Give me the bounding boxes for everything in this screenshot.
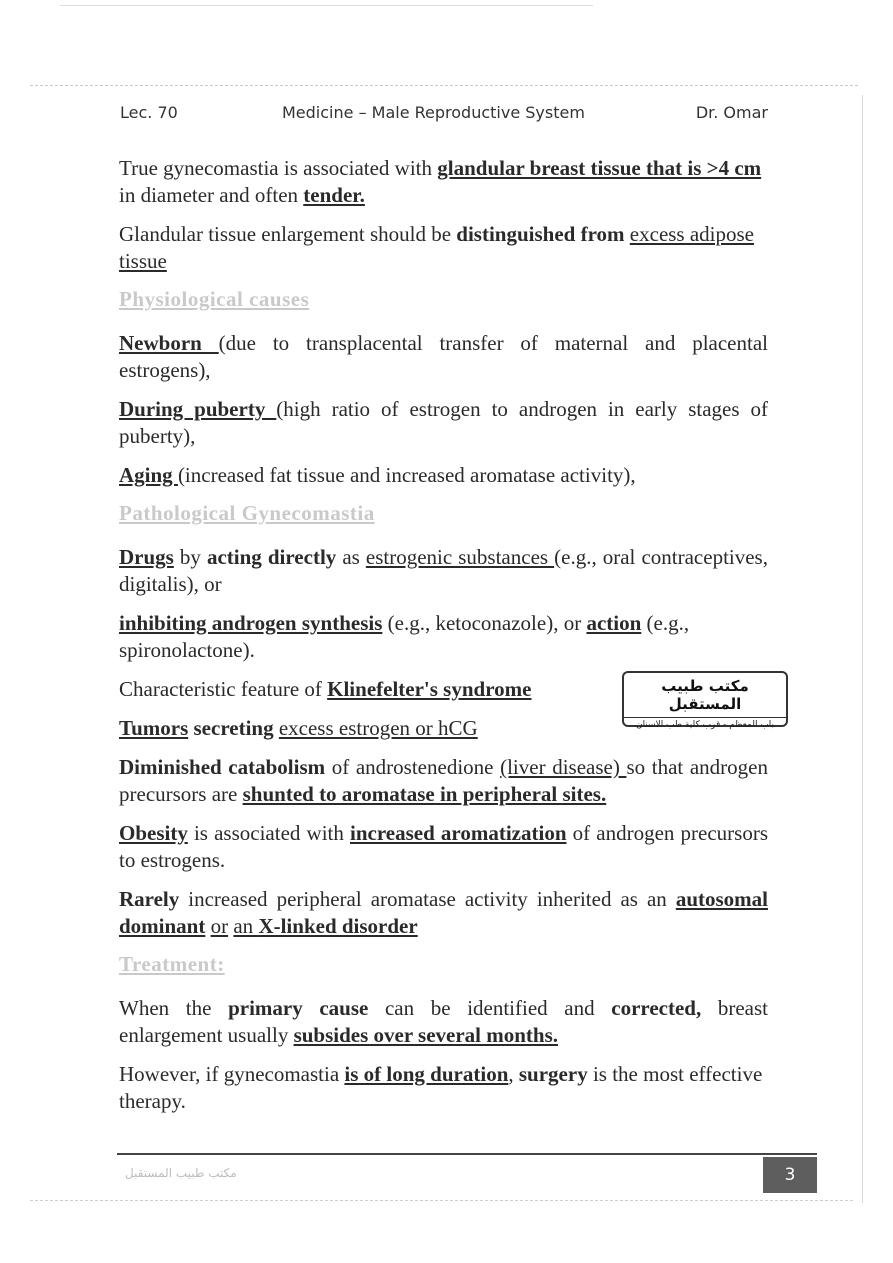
scan-artifact-line xyxy=(60,5,593,6)
footer-publisher: مكتب طبيب المستقبل xyxy=(125,1166,237,1180)
key-term: Obesity xyxy=(119,821,188,845)
page-content xyxy=(119,155,768,1127)
stamp-address: باب المعظم - قرب كلية طب الاسنان xyxy=(624,717,786,730)
key-term: action xyxy=(586,611,642,635)
underlined-term: excess adipose tissue xyxy=(119,222,755,273)
key-term: Diminished catabolism xyxy=(119,755,326,779)
key-term: tender. xyxy=(303,183,365,207)
cause-obesity: Obesity is associated with increased aromatization of androgen precursors to estrogens. xyxy=(119,821,769,872)
section-heading-pathological: Pathological Gynecomastia xyxy=(119,501,375,525)
section-heading-treatment: Treatment: xyxy=(119,952,225,976)
key-term: X-linked disorder xyxy=(258,914,418,938)
treatment-paragraph-2: However, if gynecomastia is of long duration, surgery is the most effective therapy. xyxy=(119,1062,763,1113)
key-term: subsides over several months. xyxy=(293,1023,559,1047)
course-title: Medicine – Male Reproductive System xyxy=(282,103,585,122)
key-term: surgery xyxy=(518,1062,588,1086)
stamp-title: مكتب طبيب المستقبل xyxy=(661,677,749,713)
key-term: Tumors xyxy=(119,716,189,740)
cause-drugs: Drugs by acting directly as estrogenic substances (e.g., oral contraceptives, digitalis), or xyxy=(119,545,768,596)
underlined-term: (liver disease) xyxy=(500,755,627,779)
key-term: distinguished from xyxy=(456,222,625,246)
key-term: increased aromatization xyxy=(350,821,567,845)
underlined-term: excess estrogen or hCG xyxy=(278,716,478,740)
section-heading-physiological: Physiological causes xyxy=(119,287,310,311)
key-term: shunted to aromatase in peripheral sites. xyxy=(242,782,607,806)
key-term: During puberty xyxy=(119,397,277,421)
scan-artifact-edge xyxy=(862,95,863,1203)
key-term: Drugs xyxy=(119,545,174,569)
cause-rarely-inherited: Rarely increased peripheral aromatase activity inherited as an autosomal dominant or an X-linked disorder xyxy=(119,887,768,938)
treatment-paragraph-1: When the primary cause can be identified and corrected, breast enlargement usually subsides over several months. xyxy=(119,996,768,1047)
cause-newborn: Newborn (due to transplacental transfer of maternal and placental estrogens), xyxy=(119,331,768,382)
footer-divider xyxy=(117,1153,817,1155)
intro-paragraph-2: Glandular tissue enlargement should be distinguished from excess adipose tissue xyxy=(119,222,755,273)
lecture-number: Lec. 70 xyxy=(120,103,178,122)
cause-aging: Aging (increased fat tissue and increased aromatase activity), xyxy=(119,463,636,487)
scan-artifact-line xyxy=(30,85,858,86)
intro-paragraph-1: True gynecomastia is associated with glandular breast tissue that is >4 cm in diameter and often tender. xyxy=(119,156,762,207)
key-term: Aging xyxy=(119,463,178,487)
page-header xyxy=(120,103,770,127)
doctor-name: Dr. Omar xyxy=(695,103,768,122)
key-term: inhibiting androgen synthesis xyxy=(119,611,383,635)
cause-diminished-catabolism: Diminished catabolism of androstenedione (liver disease) so that androgen precursors are shunted to aromatase in peripheral sites. xyxy=(119,755,768,806)
key-term: is of long duration xyxy=(344,1062,509,1086)
key-term: Klinefelter's syndrome xyxy=(327,677,532,701)
key-term: Rarely xyxy=(119,887,180,911)
key-term: autosomal dominant xyxy=(119,887,768,938)
key-term: acting directly xyxy=(206,545,337,569)
cause-tumors: Tumors secreting excess estrogen or hCG xyxy=(119,716,478,740)
cause-inhibiting-androgen: inhibiting androgen synthesis (e.g., ketoconazole), or action (e.g., spironolactone). xyxy=(119,611,690,662)
key-term: corrected, xyxy=(611,996,702,1020)
underlined-term: estrogenic substances xyxy=(365,545,555,569)
cause-puberty: During puberty (high ratio of estrogen to androgen in early stages of puberty), xyxy=(119,397,768,448)
key-term: glandular breast tissue that is >4 cm xyxy=(437,156,762,180)
scan-artifact-line xyxy=(30,1200,853,1201)
cause-klinefelter: Characteristic feature of Klinefelter's syndrome xyxy=(119,677,532,701)
page-number: 3 xyxy=(763,1157,817,1193)
publisher-stamp xyxy=(622,671,788,730)
key-term: primary cause xyxy=(228,996,369,1020)
key-term: Newborn xyxy=(119,331,219,355)
